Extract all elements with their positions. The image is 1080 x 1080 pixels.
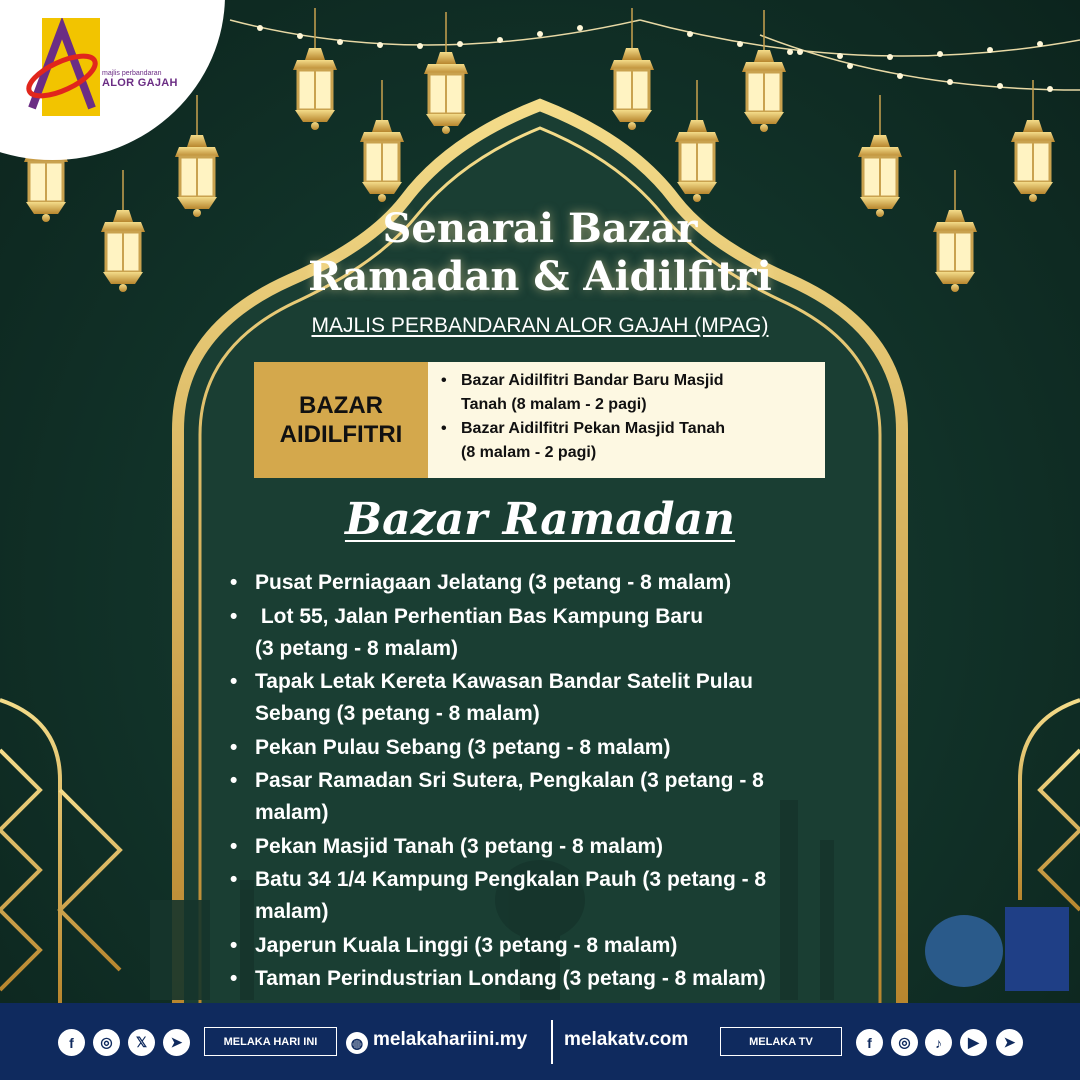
melaka-hari-ini-button[interactable]: MELAKA HARI INI	[204, 1027, 337, 1056]
tourism-day-badge-icon	[1005, 907, 1069, 991]
list-item-line: malam)	[255, 900, 329, 923]
list-item	[228, 765, 868, 829]
list-item-line: • Tapak Letak Kereta Kawasan Bandar Satelit Pulau	[255, 670, 753, 693]
list-item-line: Sebang (3 petang - 8 malam)	[255, 702, 540, 725]
list-item-line: • Pusat Perniagaan Jelatang (3 petang - 8 malam)	[255, 571, 732, 594]
facebook-icon[interactable]: f	[856, 1029, 883, 1056]
aidilfitri-label-line2: AIDILFITRI	[279, 421, 403, 448]
list-item-line: • Pekan Pulau Sebang (3 petang - 8 malam)	[255, 735, 671, 759]
ramadan-heading-text: Bazar Ramadan	[344, 494, 736, 545]
globe-icon: ◍	[346, 1032, 368, 1054]
melaka-tv-button[interactable]: MELAKA TV	[720, 1027, 842, 1056]
list-item-line: • Lot 55, Jalan Perhentian Bas Kampung Baru	[255, 604, 704, 628]
aidilfitri-list	[428, 362, 825, 478]
list-item-line: • Pasar Ramadan Sri Sutera, Pengkalan (3 petang - 8	[255, 769, 764, 792]
footer-divider	[551, 1020, 553, 1064]
list-item	[228, 831, 868, 863]
list-item	[438, 417, 815, 465]
list-item-line: • Japerun Kuala Linggi (3 petang - 8 malam)	[255, 933, 678, 957]
mpag-logo-icon	[22, 18, 102, 116]
youtube-icon[interactable]: ▶	[960, 1029, 987, 1056]
list-item-line: • Taman Perindustrian Londang (3 petang - 8 malam)	[255, 967, 766, 990]
list-item-line: (3 petang - 8 malam)	[255, 636, 459, 660]
facebook-icon[interactable]: f	[58, 1029, 85, 1056]
list-item-line: • Bazar Aidilfitri Bandar Baru Masjid	[461, 372, 724, 389]
list-item	[228, 567, 868, 599]
list-item	[228, 732, 868, 764]
tiktok-icon[interactable]: ♪	[925, 1029, 952, 1056]
list-item-line: • Bazar Aidilfitri Pekan Masjid Tanah	[461, 420, 726, 437]
list-item-line: malam)	[255, 801, 329, 824]
list-item	[228, 864, 868, 928]
aidilfitri-panel	[254, 362, 825, 478]
list-item	[228, 601, 868, 665]
logo-text	[102, 70, 178, 89]
list-item-line: Tanah (8 malam - 2 pagi)	[461, 396, 647, 413]
logo-small-text: majlis perbandaran	[102, 70, 162, 77]
melakahariini-link[interactable]: melakahariini.my	[373, 1029, 528, 1050]
aidilfitri-label	[254, 362, 428, 478]
telegram-icon[interactable]: ➤	[163, 1029, 190, 1056]
melakatv-link[interactable]: melakatv.com	[564, 1029, 689, 1050]
list-item	[228, 930, 868, 962]
footer-bar	[0, 1003, 1080, 1080]
ramadan-heading	[0, 494, 1080, 545]
instagram-icon[interactable]: ◎	[891, 1029, 918, 1056]
title-line-1: Senarai Bazar	[382, 205, 698, 252]
subtitle: MAJLIS PERBANDARAN ALOR GAJAH (MPAG)	[311, 314, 769, 337]
list-item-line: (8 malam - 2 pagi)	[461, 444, 597, 461]
list-item	[228, 963, 868, 995]
list-item	[228, 666, 868, 730]
melaka-badge-icon	[925, 915, 1003, 987]
ramadan-list	[228, 567, 868, 997]
telegram-icon[interactable]: ➤	[996, 1029, 1023, 1056]
logo-big-text: ALOR GAJAH	[102, 77, 178, 89]
title-line-2: Ramadan & Aidilfitri	[308, 253, 772, 300]
list-item-line: • Pekan Masjid Tanah (3 petang - 8 malam)	[255, 834, 664, 858]
instagram-icon[interactable]: ◎	[93, 1029, 120, 1056]
page-title	[0, 205, 1080, 301]
list-item-line: • Batu 34 1/4 Kampung Pengkalan Pauh (3 petang - 8	[255, 868, 767, 891]
x-icon[interactable]: 𝕏	[128, 1029, 155, 1056]
list-item	[438, 369, 815, 417]
aidilfitri-label-line1: BAZAR	[299, 392, 383, 419]
